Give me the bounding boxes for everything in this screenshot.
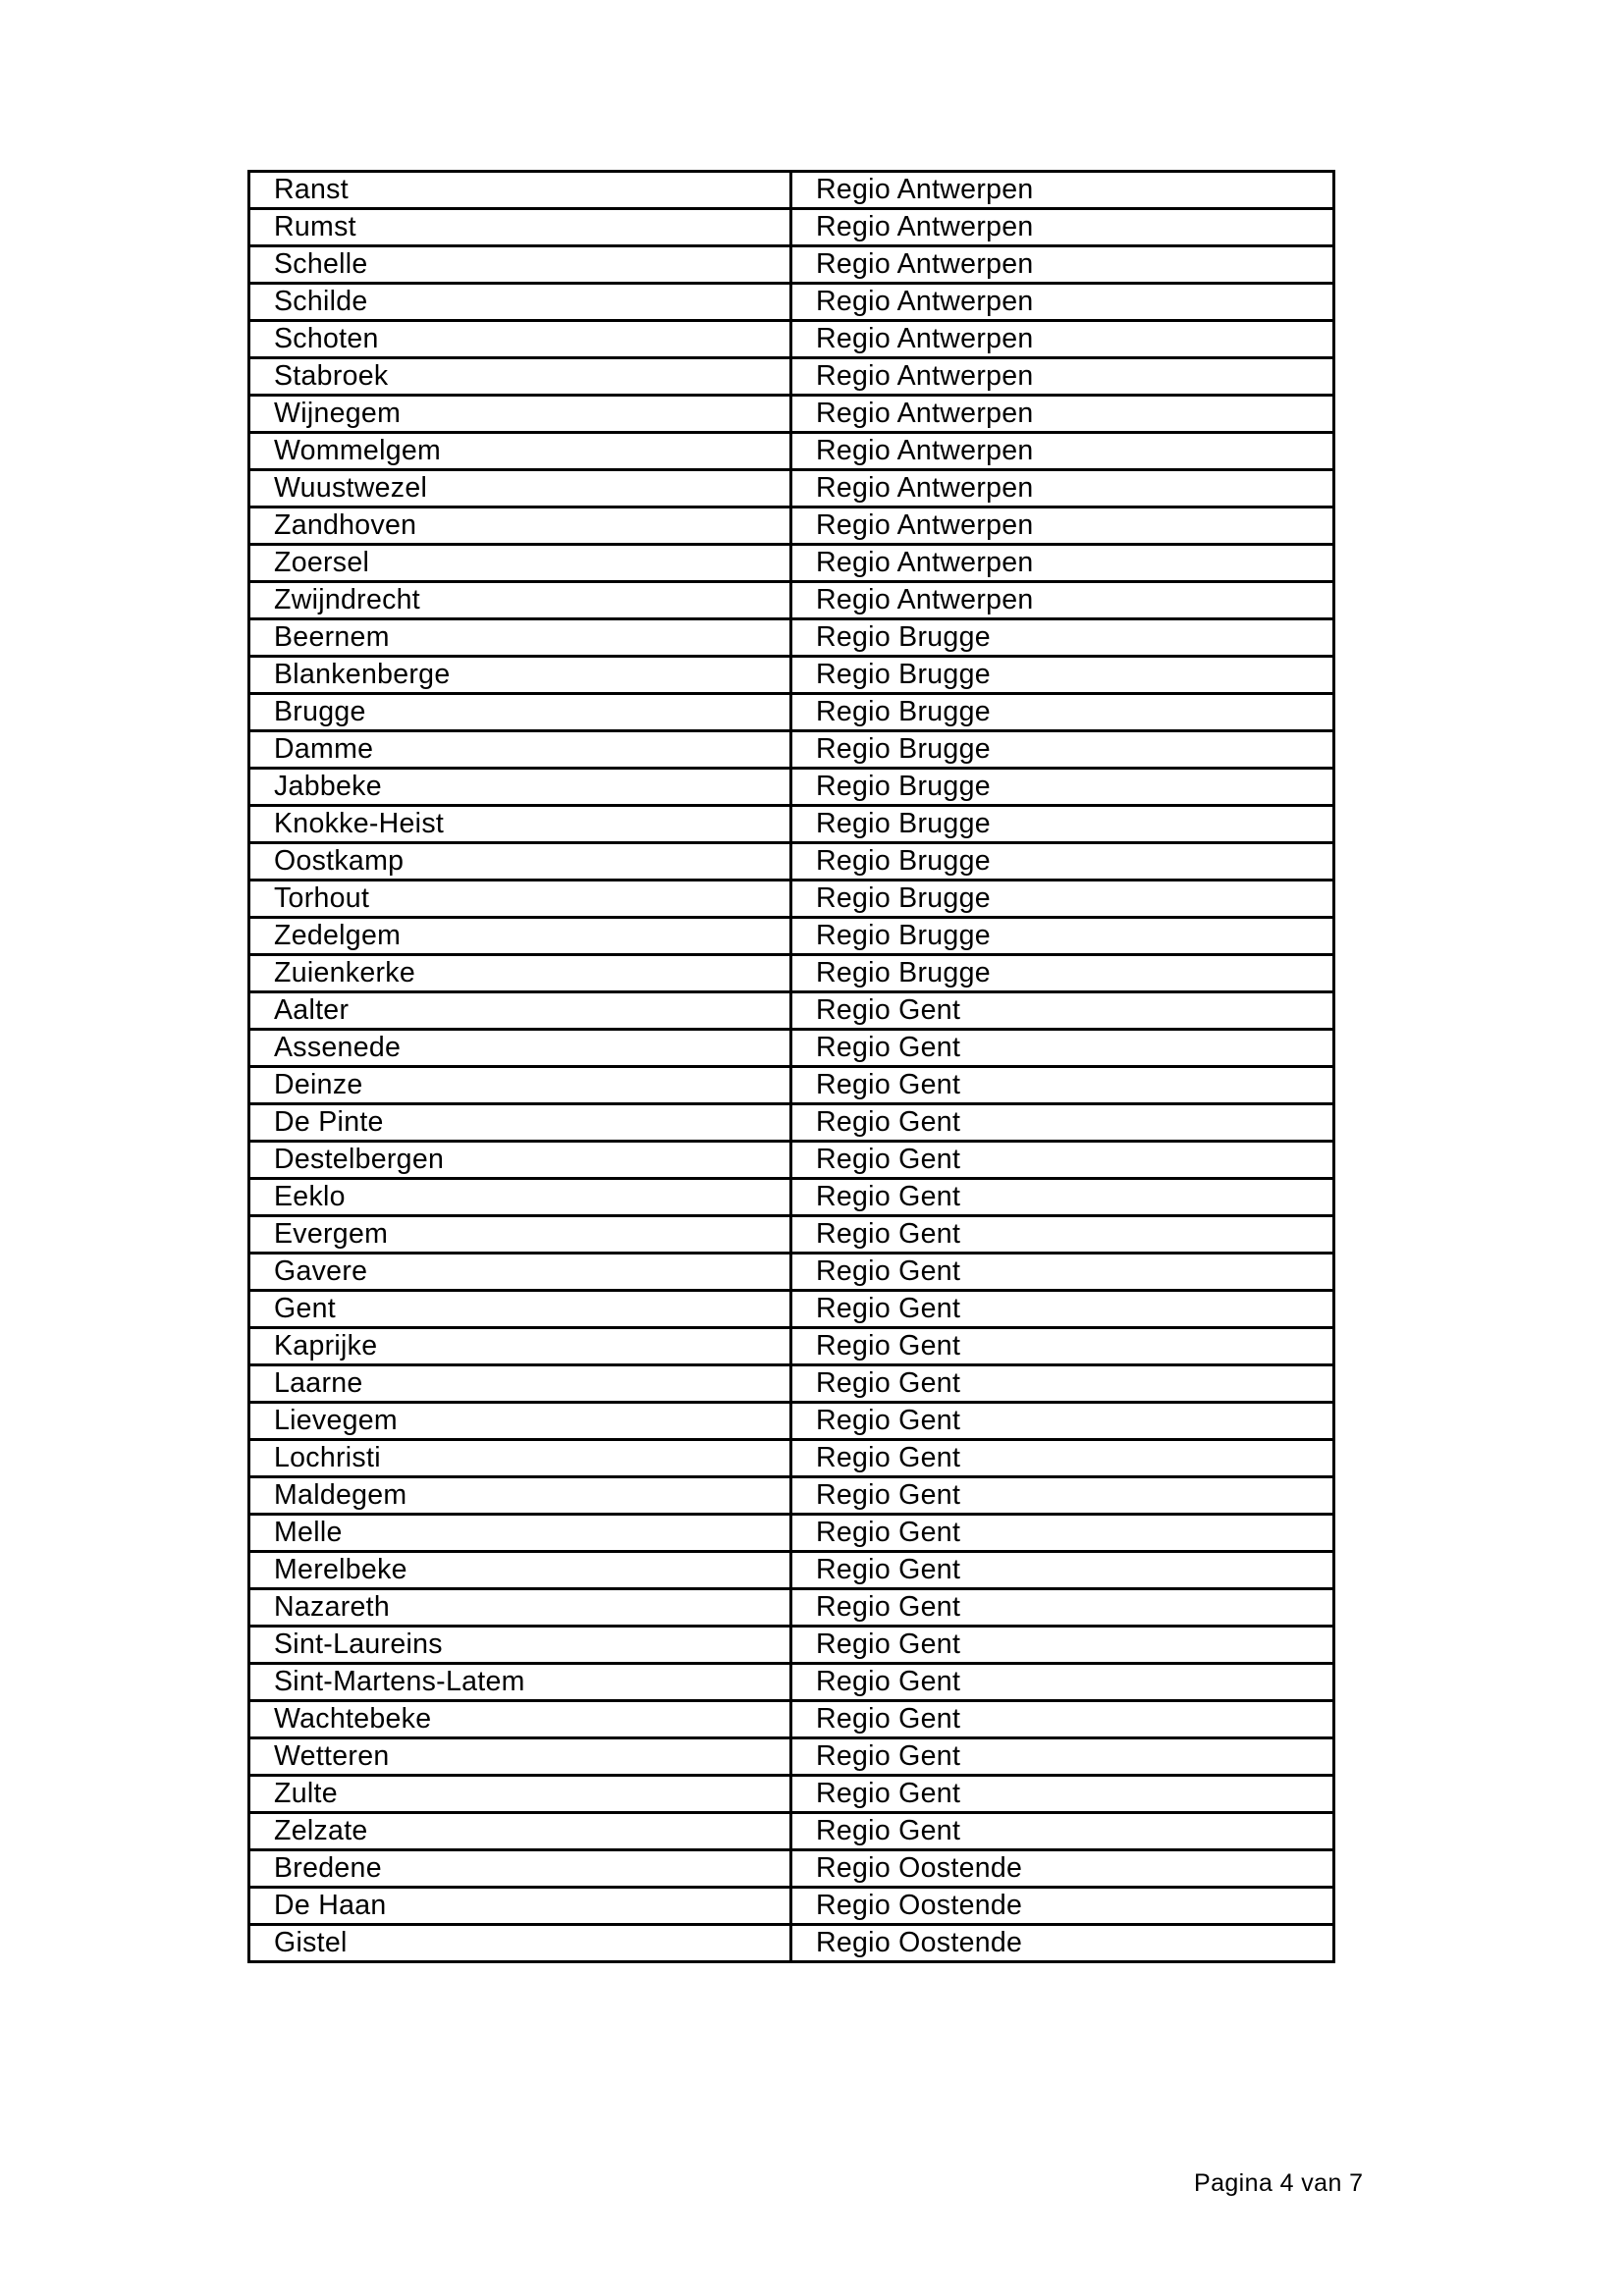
region-cell: Regio Oostende xyxy=(791,1888,1334,1925)
table-row xyxy=(249,582,1334,619)
municipality-cell: Kaprijke xyxy=(249,1328,791,1365)
region-cell: Regio Antwerpen xyxy=(791,209,1334,246)
region-cell: Regio Brugge xyxy=(791,806,1334,843)
region-cell: Regio Antwerpen xyxy=(791,545,1334,582)
municipality-region-table xyxy=(247,170,1335,1963)
region-cell: Regio Antwerpen xyxy=(791,172,1334,209)
municipality-cell: Damme xyxy=(249,731,791,769)
region-cell: Regio Gent xyxy=(791,1104,1334,1142)
municipality-cell: Nazareth xyxy=(249,1589,791,1627)
municipality-cell: Sint-Laureins xyxy=(249,1627,791,1664)
table-row xyxy=(249,209,1334,246)
table-row xyxy=(249,1627,1334,1664)
municipality-cell: Lievegem xyxy=(249,1403,791,1440)
municipality-cell: Zuienkerke xyxy=(249,955,791,992)
table-row xyxy=(249,1925,1334,1962)
municipality-cell: Zedelgem xyxy=(249,918,791,955)
region-cell: Regio Brugge xyxy=(791,881,1334,918)
region-cell: Regio Gent xyxy=(791,1738,1334,1776)
table-row xyxy=(249,1104,1334,1142)
table-row xyxy=(249,470,1334,507)
table-row xyxy=(249,1589,1334,1627)
municipality-cell: Gent xyxy=(249,1291,791,1328)
region-cell: Regio Gent xyxy=(791,1664,1334,1701)
region-cell: Regio Gent xyxy=(791,1291,1334,1328)
table-row xyxy=(249,172,1334,209)
table-row xyxy=(249,619,1334,657)
region-cell: Regio Gent xyxy=(791,1552,1334,1589)
region-cell: Regio Antwerpen xyxy=(791,246,1334,284)
table-row xyxy=(249,1142,1334,1179)
municipality-cell: De Haan xyxy=(249,1888,791,1925)
region-cell: Regio Gent xyxy=(791,1365,1334,1403)
municipality-cell: Schilde xyxy=(249,284,791,321)
table-row xyxy=(249,1403,1334,1440)
region-cell: Regio Gent xyxy=(791,1627,1334,1664)
table-row xyxy=(249,1701,1334,1738)
table-row xyxy=(249,1216,1334,1254)
region-cell: Regio Gent xyxy=(791,1216,1334,1254)
municipality-cell: Wijnegem xyxy=(249,396,791,433)
page-number: Pagina 4 van 7 xyxy=(1194,2169,1364,2197)
table-row xyxy=(249,1515,1334,1552)
region-cell: Regio Antwerpen xyxy=(791,396,1334,433)
municipality-cell: De Pinte xyxy=(249,1104,791,1142)
table-row xyxy=(249,1030,1334,1067)
region-cell: Regio Gent xyxy=(791,1067,1334,1104)
region-cell: Regio Gent xyxy=(791,1701,1334,1738)
table-row xyxy=(249,806,1334,843)
table-row xyxy=(249,1738,1334,1776)
region-cell: Regio Brugge xyxy=(791,619,1334,657)
municipality-cell: Evergem xyxy=(249,1216,791,1254)
municipality-cell: Beernem xyxy=(249,619,791,657)
region-cell: Regio Brugge xyxy=(791,657,1334,694)
municipality-cell: Zulte xyxy=(249,1776,791,1813)
municipality-cell: Stabroek xyxy=(249,358,791,396)
region-cell: Regio Gent xyxy=(791,1477,1334,1515)
table-row xyxy=(249,1664,1334,1701)
region-cell: Regio Gent xyxy=(791,1515,1334,1552)
table-row xyxy=(249,358,1334,396)
region-cell: Regio Antwerpen xyxy=(791,433,1334,470)
municipality-cell: Jabbeke xyxy=(249,769,791,806)
table-row xyxy=(249,843,1334,881)
region-cell: Regio Gent xyxy=(791,1030,1334,1067)
municipality-cell: Wuustwezel xyxy=(249,470,791,507)
region-cell: Regio Antwerpen xyxy=(791,470,1334,507)
region-cell: Regio Antwerpen xyxy=(791,507,1334,545)
table-row xyxy=(249,731,1334,769)
municipality-cell: Aalter xyxy=(249,992,791,1030)
table-row xyxy=(249,1552,1334,1589)
table-row xyxy=(249,1776,1334,1813)
region-cell: Regio Gent xyxy=(791,1403,1334,1440)
municipality-cell: Knokke-Heist xyxy=(249,806,791,843)
municipality-cell: Eeklo xyxy=(249,1179,791,1216)
region-cell: Regio Gent xyxy=(791,1254,1334,1291)
table-row xyxy=(249,246,1334,284)
table-row xyxy=(249,1328,1334,1365)
region-cell: Regio Brugge xyxy=(791,731,1334,769)
municipality-cell: Deinze xyxy=(249,1067,791,1104)
municipality-cell: Torhout xyxy=(249,881,791,918)
table-row xyxy=(249,1365,1334,1403)
region-cell: Regio Brugge xyxy=(791,918,1334,955)
table-body xyxy=(249,172,1334,1962)
region-cell: Regio Brugge xyxy=(791,843,1334,881)
municipality-cell: Melle xyxy=(249,1515,791,1552)
region-cell: Regio Antwerpen xyxy=(791,284,1334,321)
municipality-cell: Zoersel xyxy=(249,545,791,582)
municipality-cell: Maldegem xyxy=(249,1477,791,1515)
region-cell: Regio Gent xyxy=(791,1142,1334,1179)
municipality-cell: Wetteren xyxy=(249,1738,791,1776)
municipality-cell: Gistel xyxy=(249,1925,791,1962)
region-cell: Regio Brugge xyxy=(791,769,1334,806)
table-row xyxy=(249,1888,1334,1925)
region-cell: Regio Brugge xyxy=(791,955,1334,992)
municipality-cell: Rumst xyxy=(249,209,791,246)
table-row xyxy=(249,321,1334,358)
table-row xyxy=(249,1291,1334,1328)
region-cell: Regio Gent xyxy=(791,1440,1334,1477)
municipality-cell: Gavere xyxy=(249,1254,791,1291)
table-row xyxy=(249,545,1334,582)
municipality-cell: Schoten xyxy=(249,321,791,358)
table-row xyxy=(249,769,1334,806)
table-row xyxy=(249,881,1334,918)
region-cell: Regio Brugge xyxy=(791,694,1334,731)
municipality-cell: Blankenberge xyxy=(249,657,791,694)
municipality-cell: Laarne xyxy=(249,1365,791,1403)
municipality-cell: Zwijndrecht xyxy=(249,582,791,619)
region-cell: Regio Gent xyxy=(791,992,1334,1030)
table-row xyxy=(249,1067,1334,1104)
municipality-cell: Schelle xyxy=(249,246,791,284)
municipality-cell: Brugge xyxy=(249,694,791,731)
municipality-cell: Destelbergen xyxy=(249,1142,791,1179)
municipality-cell: Zandhoven xyxy=(249,507,791,545)
municipality-cell: Ranst xyxy=(249,172,791,209)
region-cell: Regio Oostende xyxy=(791,1925,1334,1962)
municipality-cell: Oostkamp xyxy=(249,843,791,881)
region-cell: Regio Gent xyxy=(791,1813,1334,1850)
municipality-cell: Merelbeke xyxy=(249,1552,791,1589)
region-cell: Regio Gent xyxy=(791,1179,1334,1216)
table-row xyxy=(249,1477,1334,1515)
table-row xyxy=(249,1813,1334,1850)
region-cell: Regio Gent xyxy=(791,1328,1334,1365)
table-row xyxy=(249,1179,1334,1216)
municipality-cell: Lochristi xyxy=(249,1440,791,1477)
table-row xyxy=(249,694,1334,731)
municipality-cell: Zelzate xyxy=(249,1813,791,1850)
table-row xyxy=(249,657,1334,694)
region-cell: Regio Gent xyxy=(791,1776,1334,1813)
table-row xyxy=(249,1850,1334,1888)
region-cell: Regio Oostende xyxy=(791,1850,1334,1888)
region-cell: Regio Antwerpen xyxy=(791,582,1334,619)
table-row xyxy=(249,433,1334,470)
municipality-cell: Bredene xyxy=(249,1850,791,1888)
table-row xyxy=(249,1440,1334,1477)
region-cell: Regio Antwerpen xyxy=(791,358,1334,396)
municipality-cell: Wachtebeke xyxy=(249,1701,791,1738)
table-row xyxy=(249,284,1334,321)
region-cell: Regio Antwerpen xyxy=(791,321,1334,358)
table-row xyxy=(249,507,1334,545)
table-row xyxy=(249,955,1334,992)
municipality-cell: Wommelgem xyxy=(249,433,791,470)
municipality-cell: Assenede xyxy=(249,1030,791,1067)
table-row xyxy=(249,992,1334,1030)
table-row xyxy=(249,1254,1334,1291)
table-row xyxy=(249,918,1334,955)
table-row xyxy=(249,396,1334,433)
region-cell: Regio Gent xyxy=(791,1589,1334,1627)
municipality-cell: Sint-Martens-Latem xyxy=(249,1664,791,1701)
